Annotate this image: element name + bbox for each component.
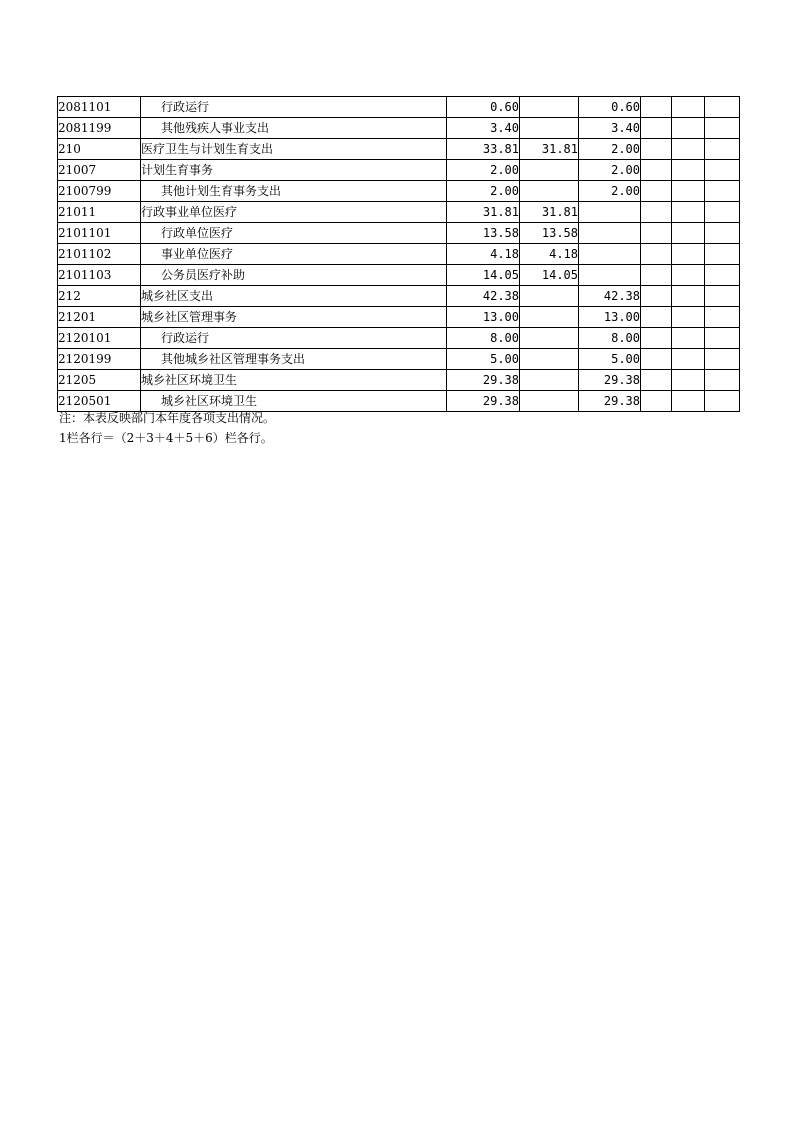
column-4-cell xyxy=(641,181,672,202)
column-5-cell xyxy=(672,328,705,349)
total-cell: 31.81 xyxy=(447,202,520,223)
basic-expenditure-cell xyxy=(520,97,579,118)
basic-expenditure-cell xyxy=(520,160,579,181)
column-4-cell xyxy=(641,223,672,244)
basic-expenditure-cell xyxy=(520,286,579,307)
table-row xyxy=(58,328,740,349)
code-cell: 2100799 xyxy=(58,181,141,202)
basic-expenditure-cell xyxy=(520,307,579,328)
column-6-cell xyxy=(705,223,740,244)
total-cell: 13.58 xyxy=(447,223,520,244)
basic-expenditure-cell xyxy=(520,118,579,139)
column-5-cell xyxy=(672,97,705,118)
project-expenditure-cell: 2.00 xyxy=(579,160,641,181)
column-6-cell xyxy=(705,139,740,160)
basic-expenditure-cell: 31.81 xyxy=(520,202,579,223)
note-line-1: 注：本表反映部门本年度各项支出情况。 xyxy=(59,411,276,425)
code-cell: 2081199 xyxy=(58,118,141,139)
column-5-cell xyxy=(672,349,705,370)
basic-expenditure-cell xyxy=(520,328,579,349)
code-cell: 2120199 xyxy=(58,349,141,370)
project-expenditure-cell: 0.60 xyxy=(579,97,641,118)
column-4-cell xyxy=(641,202,672,223)
column-6-cell xyxy=(705,370,740,391)
name-cell: 城乡社区环境卫生 xyxy=(141,370,447,391)
table-row xyxy=(58,139,740,160)
column-4-cell xyxy=(641,349,672,370)
project-expenditure-cell: 2.00 xyxy=(579,139,641,160)
total-cell: 2.00 xyxy=(447,181,520,202)
project-expenditure-cell: 3.40 xyxy=(579,118,641,139)
total-cell: 33.81 xyxy=(447,139,520,160)
project-expenditure-cell: 13.00 xyxy=(579,307,641,328)
table-row xyxy=(58,97,740,118)
column-6-cell xyxy=(705,244,740,265)
table-notes xyxy=(59,408,275,448)
project-expenditure-cell xyxy=(579,202,641,223)
table-row xyxy=(58,160,740,181)
code-cell: 2081101 xyxy=(58,97,141,118)
column-4-cell xyxy=(641,97,672,118)
total-cell: 3.40 xyxy=(447,118,520,139)
table-row xyxy=(58,202,740,223)
column-6-cell xyxy=(705,328,740,349)
name-cell: 其他计划生育事务支出 xyxy=(141,181,447,202)
column-5-cell xyxy=(672,223,705,244)
total-cell: 13.00 xyxy=(447,307,520,328)
basic-expenditure-cell xyxy=(520,181,579,202)
table-row xyxy=(58,349,740,370)
table-row xyxy=(58,223,740,244)
column-6-cell xyxy=(705,118,740,139)
total-cell: 5.00 xyxy=(447,349,520,370)
code-cell: 2101102 xyxy=(58,244,141,265)
project-expenditure-cell: 29.38 xyxy=(579,370,641,391)
name-cell: 城乡社区环境卫生 xyxy=(141,391,447,412)
code-cell: 21205 xyxy=(58,370,141,391)
name-cell: 行政运行 xyxy=(141,97,447,118)
expenditure-table xyxy=(57,96,740,412)
column-5-cell xyxy=(672,118,705,139)
column-4-cell xyxy=(641,307,672,328)
total-cell: 42.38 xyxy=(447,286,520,307)
code-cell: 21011 xyxy=(58,202,141,223)
table-row xyxy=(58,307,740,328)
project-expenditure-cell: 2.00 xyxy=(579,181,641,202)
column-5-cell xyxy=(672,370,705,391)
code-cell: 212 xyxy=(58,286,141,307)
total-cell: 29.38 xyxy=(447,370,520,391)
basic-expenditure-cell: 14.05 xyxy=(520,265,579,286)
code-cell: 2101103 xyxy=(58,265,141,286)
column-6-cell xyxy=(705,307,740,328)
column-6-cell xyxy=(705,265,740,286)
code-cell: 2120101 xyxy=(58,328,141,349)
table-row xyxy=(58,181,740,202)
column-5-cell xyxy=(672,307,705,328)
column-4-cell xyxy=(641,265,672,286)
column-5-cell xyxy=(672,160,705,181)
name-cell: 事业单位医疗 xyxy=(141,244,447,265)
name-cell: 其他残疾人事业支出 xyxy=(141,118,447,139)
basic-expenditure-cell xyxy=(520,349,579,370)
project-expenditure-cell xyxy=(579,244,641,265)
column-4-cell xyxy=(641,370,672,391)
column-4-cell xyxy=(641,286,672,307)
name-cell: 计划生育事务 xyxy=(141,160,447,181)
code-cell: 210 xyxy=(58,139,141,160)
name-cell: 医疗卫生与计划生育支出 xyxy=(141,139,447,160)
column-4-cell xyxy=(641,244,672,265)
column-6-cell xyxy=(705,97,740,118)
column-6-cell xyxy=(705,286,740,307)
name-cell: 行政单位医疗 xyxy=(141,223,447,244)
column-4-cell xyxy=(641,160,672,181)
table-body xyxy=(58,97,740,412)
code-cell: 2101101 xyxy=(58,223,141,244)
column-5-cell xyxy=(672,202,705,223)
column-4-cell xyxy=(641,328,672,349)
column-4-cell xyxy=(641,139,672,160)
name-cell: 城乡社区管理事务 xyxy=(141,307,447,328)
name-cell: 城乡社区支出 xyxy=(141,286,447,307)
column-4-cell xyxy=(641,391,672,412)
total-cell: 29.38 xyxy=(447,391,520,412)
total-cell: 2.00 xyxy=(447,160,520,181)
column-5-cell xyxy=(672,181,705,202)
project-expenditure-cell: 29.38 xyxy=(579,391,641,412)
code-cell: 2120501 xyxy=(58,391,141,412)
note-line-2: 1栏各行＝（2＋3＋4＋5＋6）栏各行。 xyxy=(59,431,273,445)
total-cell: 4.18 xyxy=(447,244,520,265)
column-4-cell xyxy=(641,118,672,139)
column-6-cell xyxy=(705,349,740,370)
column-5-cell xyxy=(672,139,705,160)
project-expenditure-cell: 8.00 xyxy=(579,328,641,349)
project-expenditure-cell xyxy=(579,265,641,286)
total-cell: 14.05 xyxy=(447,265,520,286)
column-6-cell xyxy=(705,160,740,181)
basic-expenditure-cell xyxy=(520,370,579,391)
table-row xyxy=(58,265,740,286)
code-cell: 21007 xyxy=(58,160,141,181)
code-cell: 21201 xyxy=(58,307,141,328)
name-cell: 行政运行 xyxy=(141,328,447,349)
project-expenditure-cell: 5.00 xyxy=(579,349,641,370)
total-cell: 0.60 xyxy=(447,97,520,118)
project-expenditure-cell: 42.38 xyxy=(579,286,641,307)
basic-expenditure-cell: 31.81 xyxy=(520,139,579,160)
name-cell: 其他城乡社区管理事务支出 xyxy=(141,349,447,370)
column-5-cell xyxy=(672,391,705,412)
name-cell: 公务员医疗补助 xyxy=(141,265,447,286)
column-6-cell xyxy=(705,391,740,412)
total-cell: 8.00 xyxy=(447,328,520,349)
column-5-cell xyxy=(672,265,705,286)
column-6-cell xyxy=(705,181,740,202)
basic-expenditure-cell: 13.58 xyxy=(520,223,579,244)
project-expenditure-cell xyxy=(579,223,641,244)
column-5-cell xyxy=(672,286,705,307)
table-row xyxy=(58,118,740,139)
column-5-cell xyxy=(672,244,705,265)
table-row xyxy=(58,286,740,307)
name-cell: 行政事业单位医疗 xyxy=(141,202,447,223)
column-6-cell xyxy=(705,202,740,223)
basic-expenditure-cell xyxy=(520,391,579,412)
basic-expenditure-cell: 4.18 xyxy=(520,244,579,265)
table-row xyxy=(58,370,740,391)
table-row xyxy=(58,244,740,265)
